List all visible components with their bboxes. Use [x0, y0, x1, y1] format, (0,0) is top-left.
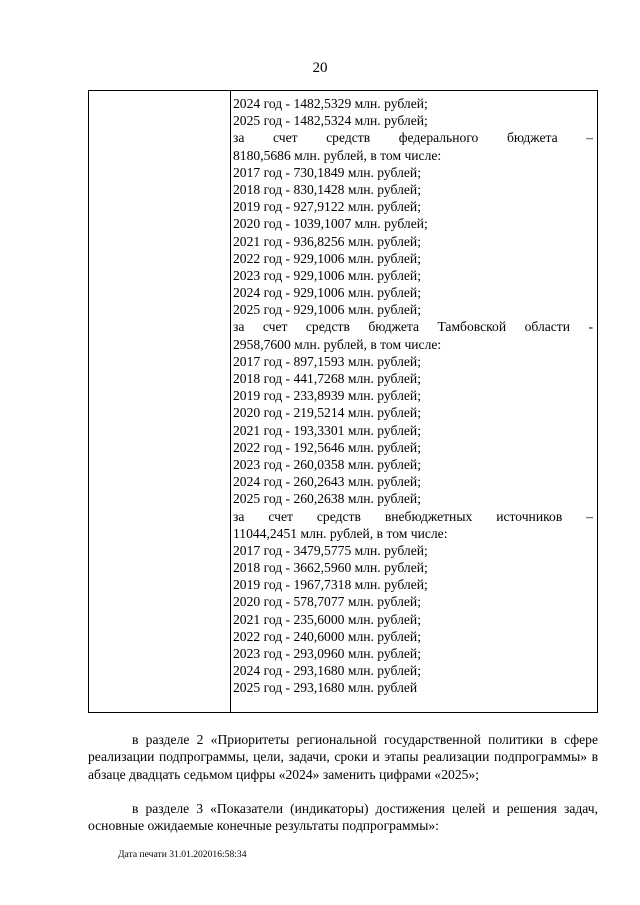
cell-line: за счет средств бюджета Тамбовской области - — [233, 319, 593, 335]
cell-line: за счет средств федерального бюджета – — [233, 130, 593, 146]
cell-line: 2021 год - 193,3301 млн. рублей; — [233, 422, 421, 438]
amendment-paragraph-section-2 — [88, 731, 598, 783]
cell-line: 2020 год - 1039,1007 млн. рублей; — [233, 216, 428, 232]
cell-line: 2021 год - 235,6000 млн. рублей; — [233, 611, 421, 627]
cell-line: 2020 год - 219,5214 млн. рублей; — [233, 405, 421, 421]
paragraph-text: в разделе 2 «Приоритеты региональной государственной политики в сфере реализации подпрограммы, цели, задачи, сроки и этапы реализации подпрограммы» в абзаце двадцать седьмом цифры «2024» заменить цифрами «2025»; — [88, 732, 598, 782]
cell-line: 2024 год - 293,1680 млн. рублей; — [233, 663, 421, 679]
cell-line: 2024 год - 1482,5329 млн. рублей; — [233, 96, 428, 111]
cell-line: 2024 год - 260,2643 млн. рублей; — [233, 474, 421, 490]
cell-line: 2019 год - 1967,7318 млн. рублей; — [233, 577, 428, 593]
cell-line: 2017 год - 730,1849 млн. рублей; — [233, 164, 421, 180]
cell-line: 2025 год - 260,2638 млн. рублей; — [233, 491, 421, 507]
cell-line: 2025 год - 929,1006 млн. рублей; — [233, 302, 421, 318]
print-date-footer: Дата печати 31.01.202016:58:34 — [118, 849, 247, 860]
cell-line: 2022 год - 240,6000 млн. рублей; — [233, 628, 421, 644]
cell-line: 2017 год - 897,1593 млн. рублей; — [233, 353, 421, 369]
cell-line: 2019 год - 233,8939 млн. рублей; — [233, 388, 421, 404]
cell-line: 2025 год - 293,1680 млн. рублей — [233, 680, 418, 696]
cell-line: 2025 год - 1482,5324 млн. рублей; — [233, 113, 428, 129]
cell-line: 2022 год - 929,1006 млн. рублей; — [233, 250, 421, 266]
amendment-paragraph-section-3 — [88, 800, 598, 835]
cell-line: 2024 год - 929,1006 млн. рублей; — [233, 285, 421, 301]
cell-line: 2023 год - 260,0358 млн. рублей; — [233, 456, 421, 472]
cell-line: 2018 год - 830,1428 млн. рублей; — [233, 181, 421, 197]
cell-line: за счет средств внебюджетных источников – — [233, 508, 593, 524]
cell-line: 8180,5686 млн. рублей, в том числе: — [233, 147, 442, 163]
funding-table — [88, 90, 598, 713]
funding-cell — [233, 95, 593, 697]
cell-line: 2018 год - 441,7268 млн. рублей; — [233, 371, 421, 386]
cell-line: 2021 год - 936,8256 млн. рублей; — [233, 233, 421, 249]
cell-line: 2017 год - 3479,5775 млн. рублей; — [233, 542, 428, 558]
page-number: 20 — [312, 60, 328, 76]
cell-line: 2958,7600 млн. рублей, в том числе: — [233, 336, 442, 352]
cell-line: 2023 год - 929,1006 млн. рублей; — [233, 267, 421, 283]
paragraph-text: в разделе 3 «Показатели (индикаторы) достижения целей и решения задач, основные ожидаемые конечные результаты подпрограммы»: — [88, 801, 598, 834]
cell-line: 11044,2451 млн. рублей, в том числе: — [233, 525, 448, 541]
cell-line: 2019 год - 927,9122 млн. рублей; — [233, 199, 421, 215]
cell-line: 2018 год - 3662,5960 млн. рублей; — [233, 560, 428, 576]
table-column-divider — [230, 91, 231, 712]
cell-line: 2022 год - 192,5646 млн. рублей; — [233, 439, 421, 455]
cell-line: 2023 год - 293,0960 млн. рублей; — [233, 646, 421, 661]
cell-line: 2020 год - 578,7077 млн. рублей; — [233, 594, 421, 610]
